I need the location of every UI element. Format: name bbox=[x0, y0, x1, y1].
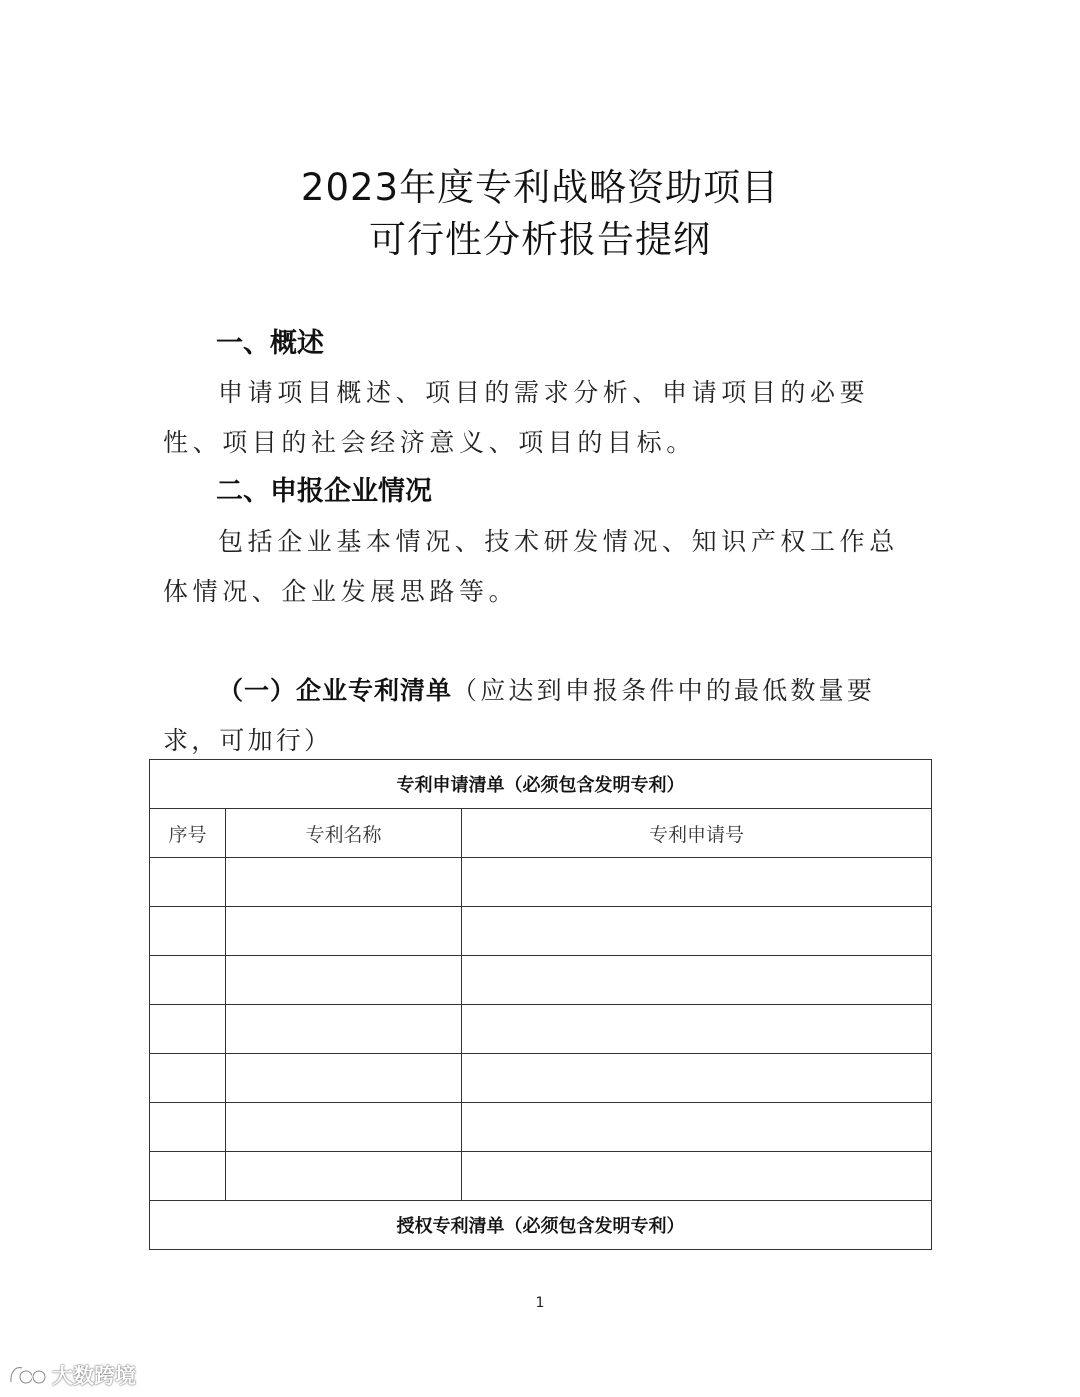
table-cell[interactable] bbox=[462, 1103, 932, 1152]
column-header-number: 序号 bbox=[150, 809, 226, 858]
table-cell[interactable] bbox=[462, 1005, 932, 1054]
column-header-patent-name: 专利名称 bbox=[226, 809, 462, 858]
table-cell[interactable] bbox=[150, 1054, 226, 1103]
table-cell[interactable] bbox=[226, 1152, 462, 1201]
table-row bbox=[150, 1054, 932, 1103]
table-cell[interactable] bbox=[150, 956, 226, 1005]
application-list-caption: 专利申请清单（必须包含发明专利） bbox=[150, 760, 932, 809]
table-cell[interactable] bbox=[226, 858, 462, 907]
section-heading-overview: 一、概述 bbox=[216, 328, 324, 359]
page-number: 1 bbox=[535, 1295, 545, 1311]
subsection-note: （应达到申报条件中的最低数量要求，可加行） bbox=[163, 676, 876, 755]
table-cell[interactable] bbox=[226, 1054, 462, 1103]
table-cell[interactable] bbox=[462, 907, 932, 956]
section-heading-company: 二、申报企业情况 bbox=[216, 476, 432, 507]
table-cell[interactable] bbox=[226, 1005, 462, 1054]
table-cell[interactable] bbox=[462, 1152, 932, 1201]
table-cell[interactable] bbox=[462, 956, 932, 1005]
table-row bbox=[150, 1005, 932, 1054]
table-cell[interactable] bbox=[150, 1152, 226, 1201]
section-body-overview: 申请项目概述、项目的需求分析、申请项目的必要性、项目的社会经济意义、项目的目标。 bbox=[163, 378, 870, 457]
watermark-text: 大数跨境 bbox=[52, 1364, 136, 1388]
watermark-logo-icon bbox=[8, 1362, 48, 1388]
table-row bbox=[150, 907, 932, 956]
table-cell[interactable] bbox=[226, 956, 462, 1005]
table-header-row bbox=[150, 809, 932, 858]
subsection-patent-list bbox=[163, 666, 928, 766]
table-cell[interactable] bbox=[462, 858, 932, 907]
watermark bbox=[8, 1360, 136, 1390]
table-cell[interactable] bbox=[226, 1103, 462, 1152]
table-row bbox=[150, 1152, 932, 1201]
table-cell[interactable] bbox=[150, 907, 226, 956]
table-cell[interactable] bbox=[226, 907, 462, 956]
table-cell[interactable] bbox=[150, 1103, 226, 1152]
table-row bbox=[150, 956, 932, 1005]
subsection-lead: （一）企业专利清单 bbox=[218, 676, 453, 705]
granted-list-caption: 授权专利清单（必须包含发明专利） bbox=[150, 1201, 932, 1250]
granted-caption-row bbox=[150, 1201, 932, 1250]
table-row bbox=[150, 1103, 932, 1152]
column-header-application-number: 专利申请号 bbox=[462, 809, 932, 858]
table-cell[interactable] bbox=[150, 858, 226, 907]
table-cell[interactable] bbox=[150, 1005, 226, 1054]
section-body-company: 包括企业基本情况、技术研发情况、知识产权工作总体情况、企业发展思路等。 bbox=[163, 527, 899, 606]
table-caption-row bbox=[150, 760, 932, 809]
patent-list-table bbox=[149, 759, 932, 1250]
table-cell[interactable] bbox=[462, 1054, 932, 1103]
document-title-line-1: 2023年度专利战略资助项目 bbox=[300, 166, 780, 209]
document-title-line-2: 可行性分析报告提纲 bbox=[369, 218, 711, 261]
table-row bbox=[150, 858, 932, 907]
